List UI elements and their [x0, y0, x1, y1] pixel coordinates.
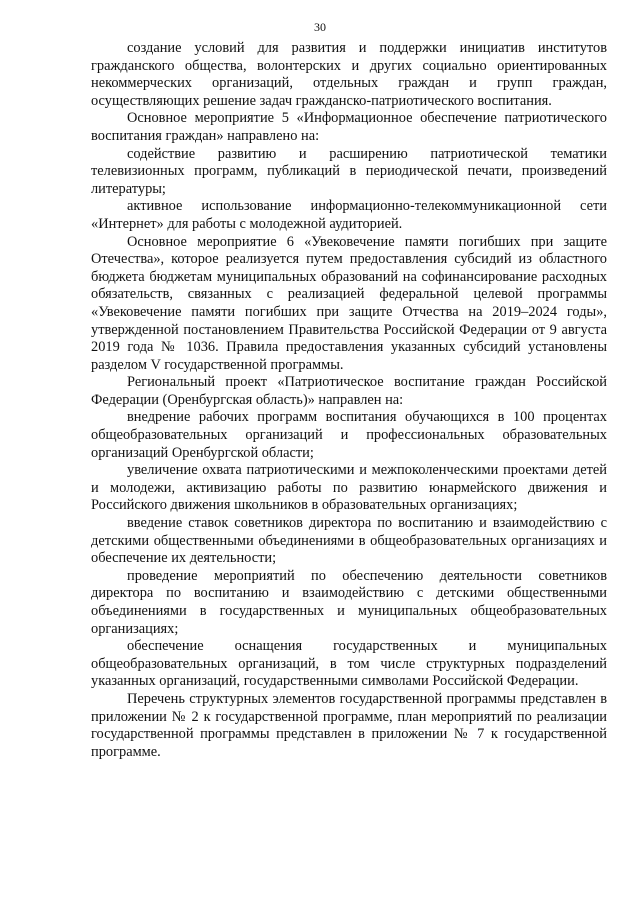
paragraph-measure-5: Основное мероприятие 5 «Информационное обеспечение патриотического воспитания граждан» направлено на: — [91, 110, 607, 144]
paragraph-advisors-events: проведение мероприятий по обеспечению деятельности советников директора по воспитанию и взаимодействию с детскими общественными объединениями в государственных и муниципальных общеобразовательных организациях; — [91, 567, 607, 637]
paragraph-tv-programs: содействие развитию и расширению патриотической тематики телевизионных программ, публикаций в периодической печати, произведений литературы; — [91, 145, 607, 197]
paragraph-internet: активное использование информационно-телекоммуникационной сети «Интернет» для работы с молодежной аудиторией. — [91, 198, 607, 232]
page-number: 30 — [314, 20, 326, 34]
paragraph-structural-elements: Перечень структурных элементов государственной программы представлен в приложении № 2 к государственной программе, план мероприятий по реализации государственной программы представлен в приложении № 7 к государственной программе. — [91, 690, 607, 760]
body-text — [91, 40, 607, 761]
paragraph-advisors-rates: введение ставок советников директора по воспитанию и взаимодействию с детскими общественными объединениями в общеобразовательных организациях и обеспечение их деятельности; — [91, 515, 607, 567]
paragraph-measure-6: Основное мероприятие 6 «Увековечение памяти погибших при защите Отечества», которое реализуется путем предоставления субсидий из областного бюджета бюджетам муниципальных образований на софинансирование расходных обязательств, связанных с реализацией федеральной целевой программы «Увековечение памяти погибших при защите Отчества на 2019–2024 годы», утвержденной постановлением Правительства Российской Федерации от 9 августа 2019 года № 1036. Правила предоставления указанных субсидий установлены разделом V государственной программы. — [91, 233, 607, 373]
paragraph-education-programs: внедрение рабочих программ воспитания обучающихся в 100 процентах общеобразовательных организаций и профессиональных образовательных организаций Оренбургской области; — [91, 409, 607, 461]
paragraph-youth-coverage: увеличение охвата патриотическими и межпоколенческими проектами детей и молодежи, активизацию работы по развитию юнармейского движения и Российского движения школьников в образовательных организациях; — [91, 462, 607, 514]
paragraph-civil-society: создание условий для развития и поддержки инициатив институтов гражданского общества, волонтерских и других социально ориентированных некоммерческих организаций, отдельных граждан и групп граждан, осуществляющих решение задач гражданско-патриотического воспитания. — [91, 40, 607, 109]
paragraph-regional-project: Региональный проект «Патриотическое воспитание граждан Российской Федерации (Оренбургская область)» направлен на: — [91, 374, 607, 408]
paragraph-state-symbols: обеспечение оснащения государственных и муниципальных общеобразовательных организаций, в том числе структурных подразделений указанных организаций, государственными символами Российской Федерации. — [91, 638, 607, 690]
